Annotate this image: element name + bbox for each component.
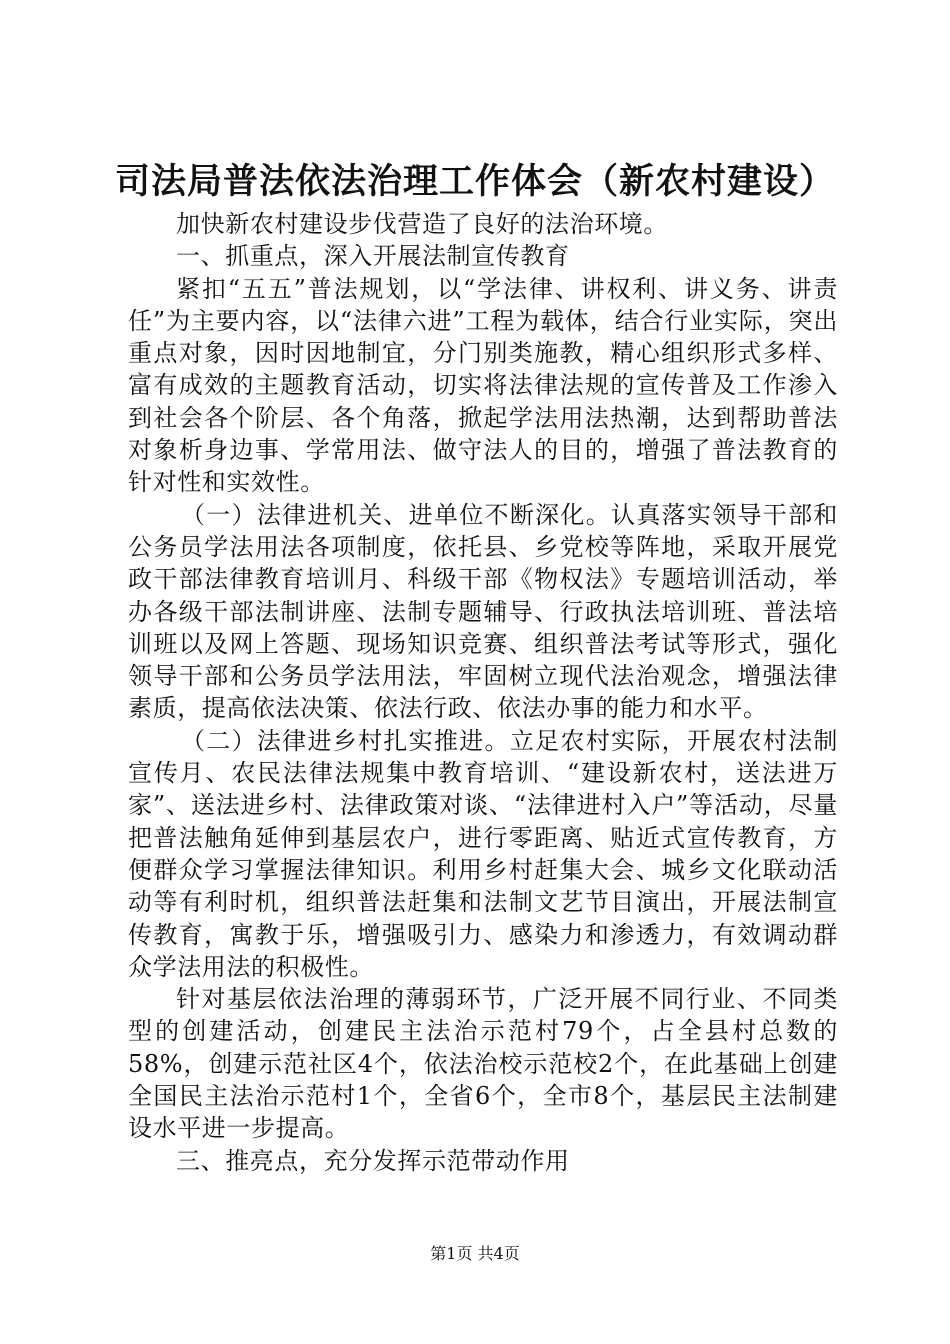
document-body — [128, 208, 838, 1177]
section-heading-1: 一、抓重点，深入开展法制宣传教育 — [176, 242, 570, 271]
paragraph-subsection-2: （二）法律进乡村扎实推进。立足农村实际，开展农村法制宣传月、农民法律法规集中教育培训、“建设新农村，送法进万家”、送法进乡村、法律政策对谈、“法律进村入户”等活动，尽量把普法触角延伸到基层农户，进行零距离、贴近式宣传教育，方便群众学习掌握法律知识。利用乡村赶集大会、城乡文化联动活动等有利时机，组织普法赶集和法制文艺节目演出，开展法制宣传教育，寓教于乐，增强吸引力、感染力和渗透力，有效调动群众学法用法的积极性。 — [128, 726, 838, 981]
document-title: 司法局普法依法治理工作体会（新农村建设） — [114, 161, 835, 202]
paragraph-creation-activities: 针对基层依法治理的薄弱环节，广泛开展不同行业、不同类型的创建活动，创建民主法治示范村79个，占全县村总数的58%，创建示范社区4个，依法治校示范校2个，在此基础上创建全国民主法治示范村1个，全省6个，全市8个，基层民主法制建设水平进一步提高。 — [128, 985, 838, 1143]
page-footer: 第1页 共4页 — [430, 1244, 520, 1263]
paragraph-subsection-1: （一）法律进机关、进单位不断深化。认真落实领导干部和公务员学法用法各项制度，依托县、乡党校等阵地，采取开展党政干部法律教育培训月、科级干部《物权法》专题培训活动，举办各级干部法制讲座、法制专题辅导、行政执法培训班、普法培训班以及网上答题、现场知识竞赛、组织普法考试等形式，强化领导干部和公务员学法用法，牢固树立现代法治观念，增强法律素质，提高依法决策、依法行政、依法办事的能力和水平。 — [128, 500, 838, 723]
section-heading-3: 三、推亮点，充分发挥示范带动作用 — [176, 1146, 570, 1175]
paragraph-intro: 加快新农村建设步伐营造了良好的法治环境。 — [176, 210, 668, 238]
paragraph-section-1: 紧扣“五五”普法规划，以“学法律、讲权利、讲义务、讲责任”为主要内容，以“法律六进”工程为载体，结合行业实际，突出重点对象，因时因地制宜，分门别类施教，精心组织形式多样、富有成效的主题教育活动，切实将法律法规的宣传普及工作渗入到社会各个阶层、各个角落，掀起学法用法热潮，达到帮助普法对象析身边事、学常用法、做守法人的目的，增强了普法教育的针对性和实效性。 — [128, 274, 838, 497]
